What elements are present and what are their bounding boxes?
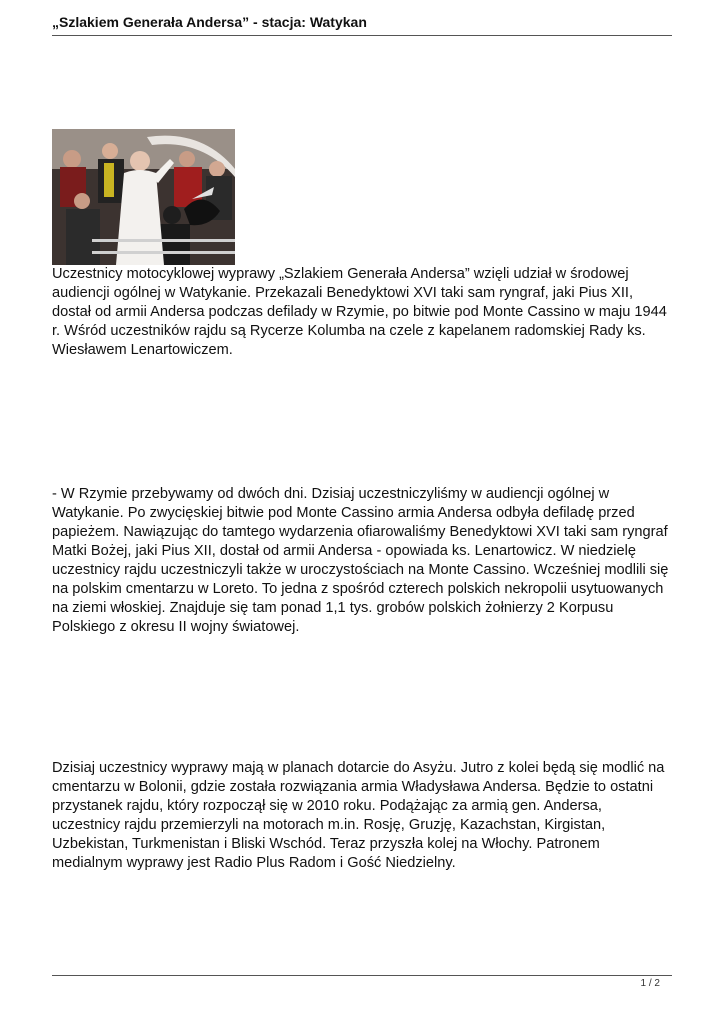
footer-divider [52, 975, 672, 976]
article-paragraph-3: Dzisiaj uczestnicy wyprawy mają w planach dotarcie do Asyżu. Jutro z kolei będą się modlić na cmentarzu w Bolonii, gdzie została rozwiązania armia Władysława Andersa. Będzie to ostatni przystanek rajdu, który rozpoczął się w 2010 roku. Podążając za armią gen. Andersa, uczestnicy rajdu przemierzyli na motorach m.in. Rosję, Gruzję, Kazachstan, Kirgistan, Uzbekistan, Turkmenistan i Bliski Wschód. Teraz przyszła kolej na Włochy. Patronem medialnym wyprawy jest Radio Plus Radom i Gość Niedzielny. [52, 760, 665, 871]
article-photo [52, 129, 235, 265]
article-paragraph-2: - W Rzymie przebywamy od dwóch dni. Dzisiaj uczestniczyliśmy w audiencji ogólnej w Watykanie. Po zwycięskiej bitwie pod Monte Cassino armia Andersa odbyła defiladę przed papieżem. Nawiązując do tamtego wydarzenia ofiarowaliśmy Benedyktowi XVI taki sam ryngraf Matki Bożej, jaki Pius XII, dostał od armii Andersa - opowiada ks. Lenartowicz. W niedzielę uczestnicy rajdu uczestniczyli także w uroczystościach na Monte Cassino. Wcześniej modlili się na polskim cmentarzu w Loreto. To jedna z spośród czterech polskich nekropolii usytuowanych na ziemi włoskiej. Znajduje się tam ponad 1,1 tys. grobów polskich żołnierzy 2 Korpusu Polskiego z okresu II wojny światowej. [52, 486, 669, 635]
page-title: „Szlakiem Generała Andersa” - stacja: Watykan [52, 14, 367, 30]
page-number: 1 / 2 [640, 978, 660, 989]
header-divider [52, 35, 672, 36]
article-paragraph-1: Uczestnicy motocyklowej wyprawy „Szlakiem Generała Andersa” wzięli udział w środowej audiencji ogólnej w Watykanie. Przekazali Benedyktowi XVI taki sam ryngraf, jaki Pius XII, dostał od armii Andersa podczas defilady w Rzymie, po bitwie pod Monte Cassino w maju 1944 r. Wśród uczestników rajdu są Rycerze Kolumba na czele z kapelanem radomskiej Rady ks. Wiesławem Lenartowiczem. [52, 266, 667, 358]
